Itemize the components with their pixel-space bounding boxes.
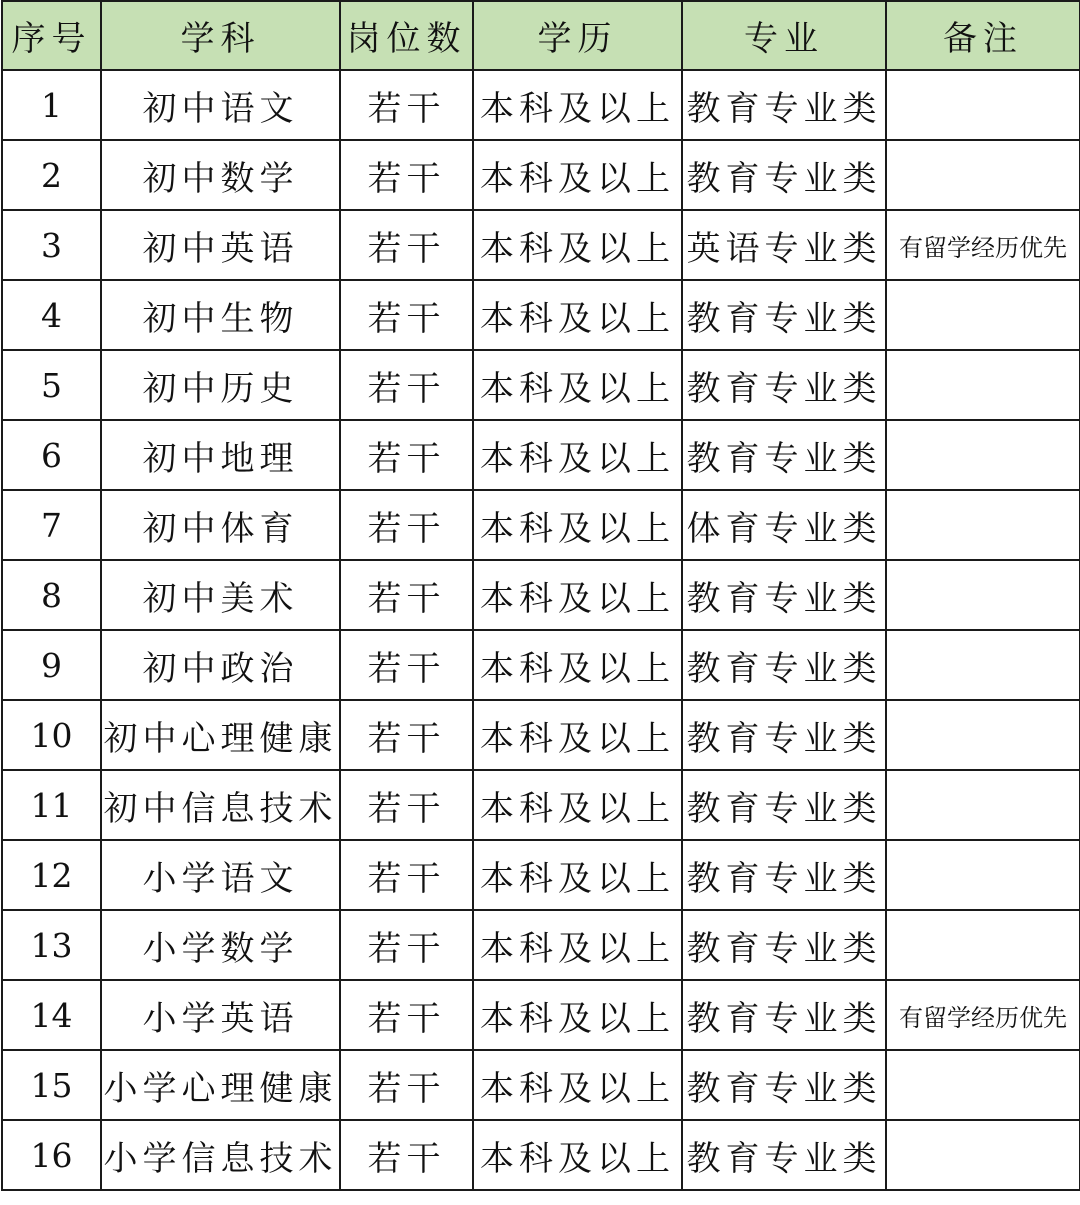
cell-subject: 小学数学: [101, 910, 340, 980]
cell-education: 本科及以上: [473, 420, 682, 490]
cell-no: 13: [2, 910, 101, 980]
cell-major: 英语专业类: [682, 210, 886, 280]
cell-count: 若干: [340, 280, 473, 350]
header-row: [2, 1, 1080, 70]
cell-major: 教育专业类: [682, 140, 886, 210]
cell-no: 6: [2, 420, 101, 490]
cell-subject: 初中信息技术: [101, 770, 340, 840]
cell-subject: 初中心理健康: [101, 700, 340, 770]
cell-note: [886, 70, 1080, 140]
cell-no: 3: [2, 210, 101, 280]
header-no: 序号: [2, 1, 101, 70]
table-row: [2, 840, 1080, 910]
cell-count: 若干: [340, 770, 473, 840]
cell-major: 教育专业类: [682, 1050, 886, 1120]
cell-note: [886, 350, 1080, 420]
table-row: [2, 280, 1080, 350]
cell-no: 7: [2, 490, 101, 560]
cell-note: [886, 420, 1080, 490]
table-row: [2, 910, 1080, 980]
cell-education: 本科及以上: [473, 1050, 682, 1120]
cell-major: 教育专业类: [682, 840, 886, 910]
cell-subject: 初中地理: [101, 420, 340, 490]
cell-major: 教育专业类: [682, 350, 886, 420]
cell-subject: 小学心理健康: [101, 1050, 340, 1120]
cell-no: 5: [2, 350, 101, 420]
cell-note: [886, 630, 1080, 700]
header-major: 专业: [682, 1, 886, 70]
cell-education: 本科及以上: [473, 770, 682, 840]
cell-subject: 小学语文: [101, 840, 340, 910]
cell-no: 4: [2, 280, 101, 350]
cell-count: 若干: [340, 350, 473, 420]
cell-count: 若干: [340, 980, 473, 1050]
cell-no: 8: [2, 560, 101, 630]
cell-count: 若干: [340, 1050, 473, 1120]
cell-education: 本科及以上: [473, 1120, 682, 1190]
cell-education: 本科及以上: [473, 280, 682, 350]
header-count: 岗位数: [340, 1, 473, 70]
cell-education: 本科及以上: [473, 700, 682, 770]
header-note: 备注: [886, 1, 1080, 70]
cell-subject: 初中英语: [101, 210, 340, 280]
cell-subject: 初中生物: [101, 280, 340, 350]
cell-count: 若干: [340, 630, 473, 700]
table-row: [2, 350, 1080, 420]
cell-subject: 小学信息技术: [101, 1120, 340, 1190]
cell-count: 若干: [340, 560, 473, 630]
header-subject: 学科: [101, 1, 340, 70]
table-row: [2, 1050, 1080, 1120]
cell-major: 教育专业类: [682, 770, 886, 840]
table-row: [2, 210, 1080, 280]
cell-subject: 初中历史: [101, 350, 340, 420]
cell-major: 体育专业类: [682, 490, 886, 560]
cell-count: 若干: [340, 840, 473, 910]
table-header: [2, 1, 1080, 70]
cell-note: [886, 560, 1080, 630]
table-row: [2, 700, 1080, 770]
cell-note: 有留学经历优先: [886, 210, 1080, 280]
cell-major: 教育专业类: [682, 980, 886, 1050]
cell-education: 本科及以上: [473, 910, 682, 980]
cell-count: 若干: [340, 700, 473, 770]
cell-no: 2: [2, 140, 101, 210]
cell-count: 若干: [340, 210, 473, 280]
table-row: [2, 420, 1080, 490]
recruitment-table: [1, 0, 1080, 1191]
cell-major: 教育专业类: [682, 280, 886, 350]
table-row: [2, 140, 1080, 210]
table-row: [2, 770, 1080, 840]
cell-note: [886, 490, 1080, 560]
cell-major: 教育专业类: [682, 700, 886, 770]
cell-subject: 初中政治: [101, 630, 340, 700]
cell-count: 若干: [340, 1120, 473, 1190]
cell-no: 12: [2, 840, 101, 910]
cell-education: 本科及以上: [473, 70, 682, 140]
table-row: [2, 70, 1080, 140]
cell-subject: 初中美术: [101, 560, 340, 630]
table-row: [2, 490, 1080, 560]
cell-education: 本科及以上: [473, 840, 682, 910]
cell-note: [886, 280, 1080, 350]
table-row: [2, 560, 1080, 630]
cell-count: 若干: [340, 490, 473, 560]
cell-note: [886, 910, 1080, 980]
cell-no: 16: [2, 1120, 101, 1190]
cell-subject: 初中语文: [101, 70, 340, 140]
cell-note: [886, 1050, 1080, 1120]
cell-education: 本科及以上: [473, 210, 682, 280]
cell-education: 本科及以上: [473, 630, 682, 700]
table-row: [2, 630, 1080, 700]
cell-note: 有留学经历优先: [886, 980, 1080, 1050]
header-education: 学历: [473, 1, 682, 70]
cell-no: 10: [2, 700, 101, 770]
cell-count: 若干: [340, 140, 473, 210]
cell-major: 教育专业类: [682, 420, 886, 490]
cell-subject: 初中体育: [101, 490, 340, 560]
cell-education: 本科及以上: [473, 140, 682, 210]
table-body: [2, 70, 1080, 1190]
table-row: [2, 980, 1080, 1050]
cell-note: [886, 140, 1080, 210]
cell-count: 若干: [340, 910, 473, 980]
table-row: [2, 1120, 1080, 1190]
cell-major: 教育专业类: [682, 630, 886, 700]
cell-education: 本科及以上: [473, 560, 682, 630]
cell-major: 教育专业类: [682, 70, 886, 140]
cell-note: [886, 1120, 1080, 1190]
cell-no: 15: [2, 1050, 101, 1120]
cell-no: 14: [2, 980, 101, 1050]
cell-note: [886, 840, 1080, 910]
cell-note: [886, 770, 1080, 840]
cell-subject: 初中数学: [101, 140, 340, 210]
cell-major: 教育专业类: [682, 1120, 886, 1190]
cell-count: 若干: [340, 70, 473, 140]
cell-major: 教育专业类: [682, 560, 886, 630]
cell-subject: 小学英语: [101, 980, 340, 1050]
cell-no: 11: [2, 770, 101, 840]
cell-note: [886, 700, 1080, 770]
cell-education: 本科及以上: [473, 980, 682, 1050]
cell-no: 9: [2, 630, 101, 700]
cell-major: 教育专业类: [682, 910, 886, 980]
cell-count: 若干: [340, 420, 473, 490]
cell-education: 本科及以上: [473, 350, 682, 420]
cell-education: 本科及以上: [473, 490, 682, 560]
cell-no: 1: [2, 70, 101, 140]
